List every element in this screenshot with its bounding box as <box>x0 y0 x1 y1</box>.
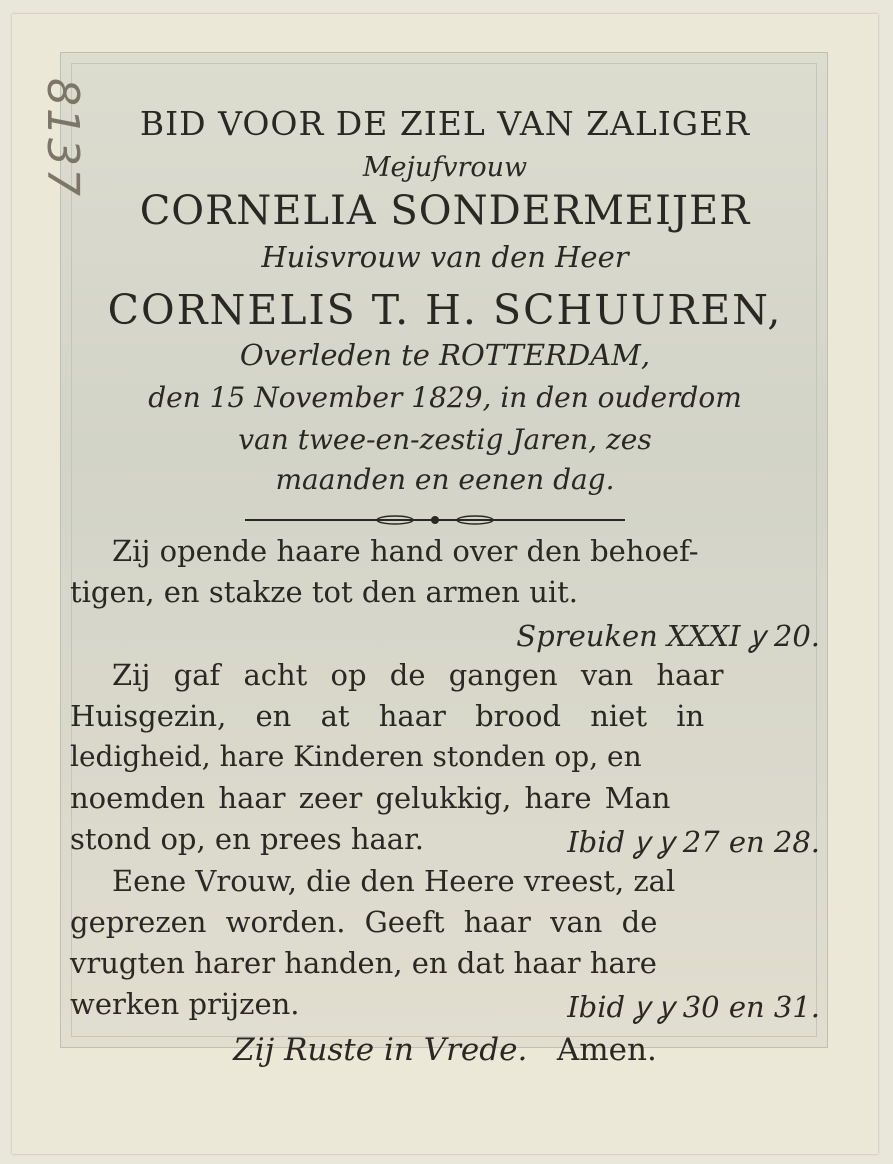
heading-line-7: den 15 November 1829, in den ouderdom <box>148 381 742 414</box>
verse-1-line-2: tigen, en stakze tot den armen uit. <box>70 575 579 609</box>
verse-3-line-2: geprezen worden. Geeft haar van de <box>70 905 658 939</box>
verse-3-reference: Ibid ỿ ỿ 30 en 31. <box>567 990 820 1024</box>
closing-line <box>70 1032 820 1068</box>
heading-line-9: maanden en eenen dag. <box>275 463 615 496</box>
verse-1-reference: Spreuken XXXI ỿ 20. <box>516 619 820 653</box>
verse-3-line-4 <box>70 987 820 1026</box>
handwritten-number: 8137 <box>37 78 88 198</box>
verse-2-line-3: ledigheid, hare Kinderen stonden op, en <box>70 740 642 773</box>
verse-3-line-1: Eene Vrouw, die den Heere vreest, zal <box>112 864 676 898</box>
heading-line-6: Overleden te ROTTERDAM, <box>239 338 651 372</box>
verse-1-line-1: Zij opende haare hand over den behoef- <box>112 534 699 568</box>
heading-husband-name: CORNELIS T. H. SCHUUREN, <box>107 286 783 334</box>
ornamental-divider <box>245 514 625 526</box>
heading-line-2: Mejufvrouw <box>362 152 528 183</box>
verse-2-reference: Ibid ỿ ỿ 27 en 28. <box>567 825 820 859</box>
closing-blessing: Zij Ruste in Vrede. <box>233 1032 528 1068</box>
heading-line-8: van twee-en-zestig Jaren, zes <box>238 423 652 456</box>
verse-2-line-2: Huisgezin, en at haar brood niet in <box>70 699 705 733</box>
heading-line-1: BID VOOR DE ZIEL VAN ZALIGER <box>139 104 751 143</box>
heading-line-4: Huisvrouw van den Heer <box>261 240 629 274</box>
verse-2-line-1: Zij gaf acht op de gangen van haar <box>112 658 724 692</box>
verse-2-line-4: noemden haar zeer gelukkig, hare Man <box>70 781 671 815</box>
verse-3-line-4-text: werken prijzen. <box>70 987 300 1021</box>
closing-amen: Amen. <box>556 1032 657 1068</box>
verse-2-line-5-text: stond op, en prees haar. <box>70 822 424 856</box>
heading-deceased-name: CORNELIA SONDERMEIJER <box>139 188 751 234</box>
verse-2-line-5 <box>70 822 820 861</box>
verse-3-line-3: vrugten harer handen, en dat haar hare <box>70 946 657 980</box>
